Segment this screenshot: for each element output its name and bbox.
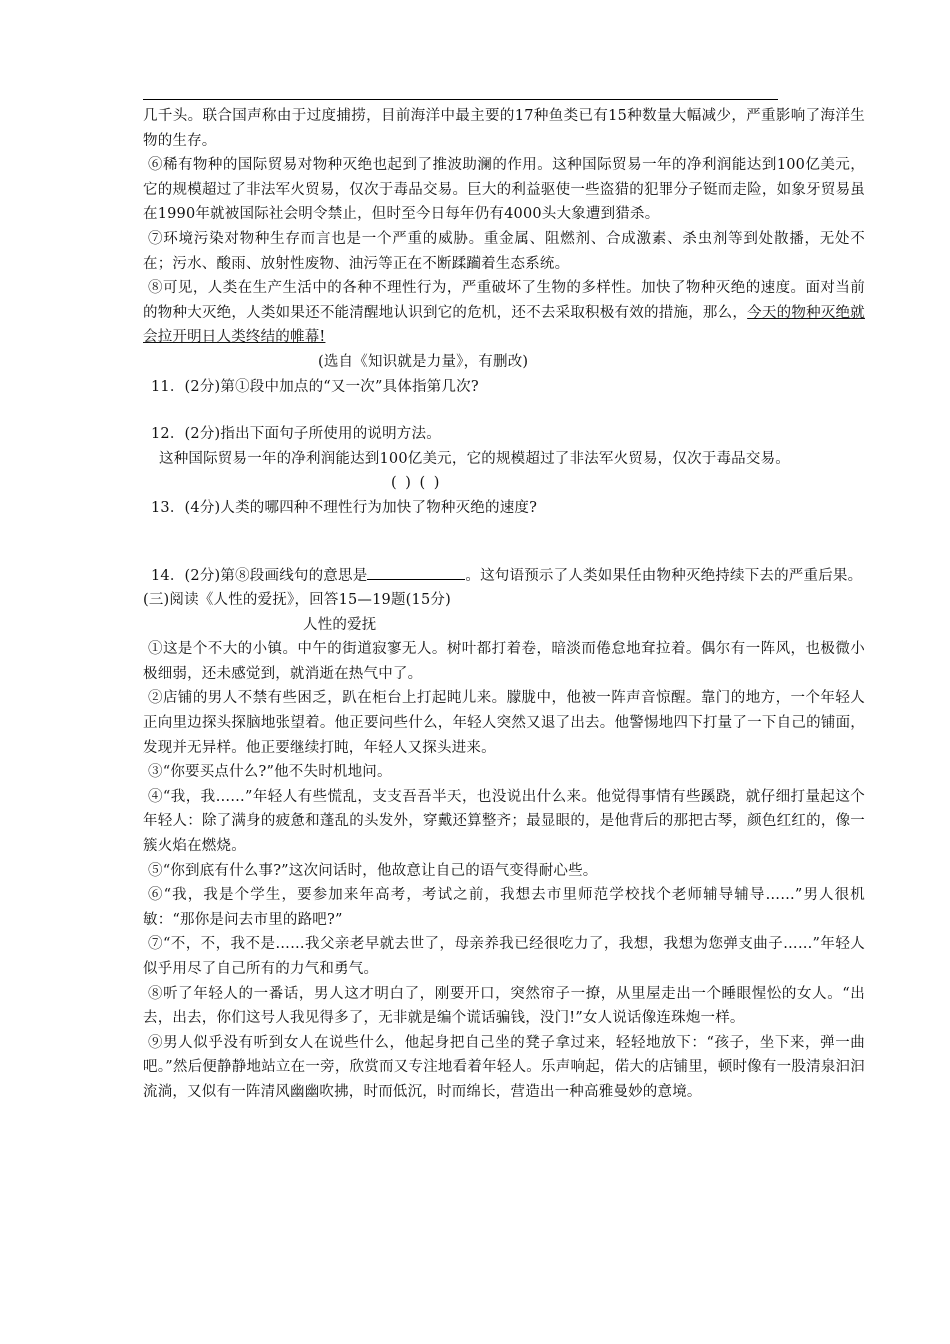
- story-paragraph-7: ⑦“不，不，我不是……我父亲老早就去世了，母亲养我已经很吃力了，我想，我想为您弹支曲子……”年轻人似乎用尽了自己所有的力气和勇气。: [143, 936, 865, 977]
- question-12-sentence: 这种国际贸易一年的净利润能达到100亿美元，它的规模超过了非法军火贸易，仅次于毒品交易。: [159, 450, 790, 467]
- story-paragraph-2: ②店铺的男人不禁有些困乏，趴在柜台上打起盹儿来。朦胧中，他被一阵声音惊醒。靠门的地方，一个年轻人正向里边探头探脑地张望着。他正要问些什么，年轻人突然又退了出去。他警惕地四下打量了一下自己的铺面，发现并无异样。他正要继续打盹，年轻人又探头进来。: [143, 690, 865, 756]
- story-paragraph-1: ①这是个不大的小镇。中午的街道寂寥无人。树叶都打着卷，暗淡而倦怠地耷拉着。偶尔有一阵风，也极微小极细弱，还未感觉到，就消逝在热气中了。: [143, 641, 865, 682]
- fill-in-blank[interactable]: [367, 563, 465, 580]
- answer-space: [143, 399, 865, 422]
- question-14: [143, 563, 865, 589]
- question-13: 13．(4分)人类的哪四种不理性行为加快了物种灭绝的速度?: [151, 499, 538, 516]
- passage-source: (选自《知识就是力量》，有删改): [318, 353, 529, 370]
- question-12: 12．(2分)指出下面句子所使用的说明方法。: [151, 426, 441, 443]
- header-rule: [143, 99, 778, 100]
- question-11: 11．(2分)第①段中加点的“又一次”具体指第几次?: [151, 378, 479, 395]
- question-14-text-end: 。这句语预示了人类如果任由物种灭绝持续下去的严重后果。: [465, 567, 863, 584]
- story-title: 人性的爱抚: [303, 616, 377, 633]
- underlined-sentence: 今天的物种灭绝就会拉开明日人类终结的帷幕!: [143, 304, 865, 346]
- passage-paragraph-8: [143, 276, 865, 350]
- passage-paragraph-6: ⑥稀有物种的国际贸易对物种灭绝也起到了推波助澜的作用。这种国际贸易一年的净利润能达到100亿美元，它的规模超过了非法军火贸易，仅次于毒品交易。巨大的利益驱使一些盗猎的犯罪分子铤而走险，如象牙贸易虽在1990年就被国际社会明令禁止，但时至今日每年仍有4000头大象遭到猎杀。: [143, 157, 865, 223]
- story-paragraph-5: ⑤“你到底有什么事?”这次问话时，他故意让自己的语气变得耐心些。: [148, 862, 598, 879]
- story-paragraph-9: ⑨男人似乎没有听到女人在说些什么，他起身把自己坐的凳子拿过来，轻轻地放下：“孩子，坐下来，弹一曲吧。”然后便静静地站立在一旁，欣赏而又专注地看着年轻人。乐声响起，偌大的店铺里，顿时像有一股清泉汩汩流淌，又似有一阵清风幽幽吹拂，时而低沉，时而绵长，营造出一种高雅曼妙的意境。: [143, 1034, 865, 1100]
- document-body: [143, 104, 865, 1105]
- passage-paragraph-continued: 几千头。联合国声称由于过度捕捞，目前海洋中最主要的17种鱼类已有15种数量大幅减少，严重影响了海洋生物的生存。: [143, 108, 865, 149]
- story-paragraph-4: ④“我，我……”年轻人有些慌乱，支支吾吾半天，也没说出什么来。他觉得事情有些蹊跷，就仔细打量起这个年轻人：除了满身的疲惫和蓬乱的头发外，穿戴还算整齐；最显眼的，是他背后的那把古琴，颜色红红的，像一簇火焰在燃烧。: [143, 788, 865, 855]
- answer-space: [143, 521, 865, 563]
- story-paragraph-3: ③“你要买点什么?”他不失时机地问。: [148, 764, 392, 781]
- question-14-text: 14．(2分)第⑧段画线句的意思是: [151, 567, 368, 584]
- paragraph-8-text: ⑧可见，人类在生产生活中的各种不理性行为，严重破坏了生物的多样性。加快了物种灭绝的速度。面对当前的物种大灭绝，人类如果还不能清醒地认识到它的危机，还不去采取积极有效的措施，那么，: [143, 280, 865, 321]
- section-heading: (三)阅读《人性的爱抚》，回答15—19题(15分): [143, 592, 451, 609]
- passage-paragraph-7: ⑦环境污染对物种生存而言也是一个严重的威胁。重金属、阻燃剂、合成激素、杀虫剂等到处散播，无处不在；污水、酸雨、放射性废物、油污等正在不断蹂躏着生态系统。: [143, 230, 865, 272]
- story-paragraph-8: ⑧听了年轻人的一番话，男人这才明白了，刚要开口，突然帘子一撩，从里屋走出一个睡眼惺忪的女人。“出去，出去，你们这号人我见得多了，无非就是编个谎话骗钱，没门!”女人说话像连珠炮一样。: [143, 985, 865, 1027]
- question-12-answer-brackets: ( ) ( ): [391, 475, 442, 492]
- story-paragraph-6: ⑥“我，我是个学生，要参加来年高考，考试之前，我想去市里师范学校找个老师辅导辅导……”男人很机敏：“那你是问去市里的路吧?”: [143, 887, 865, 928]
